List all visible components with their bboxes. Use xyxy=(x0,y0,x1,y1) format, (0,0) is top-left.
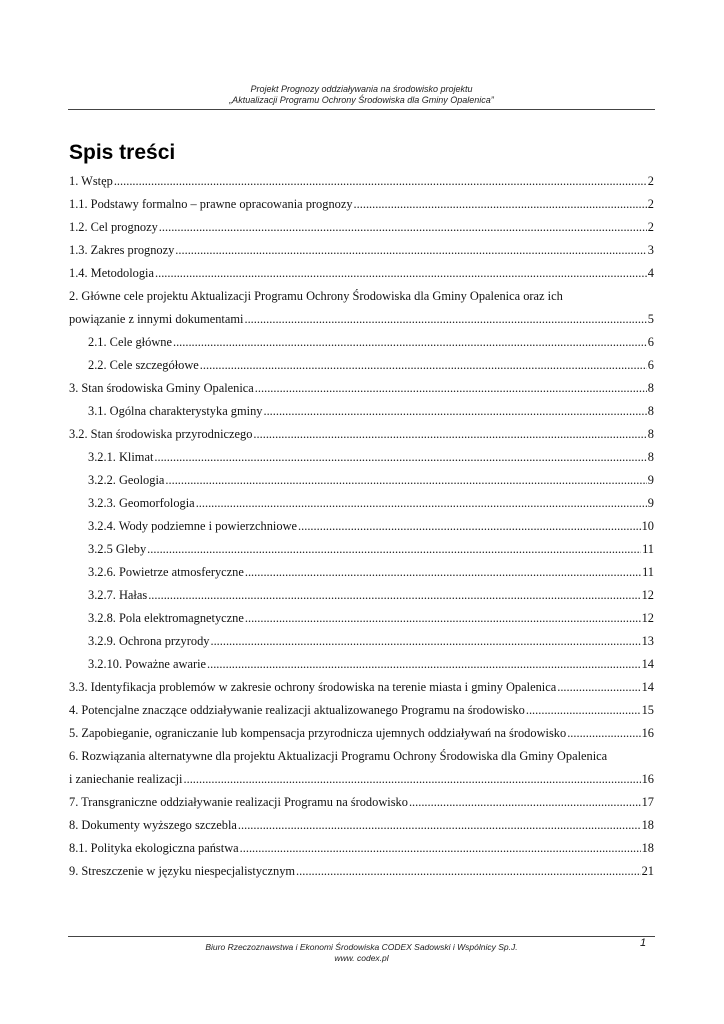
footer-line-1: Biuro Rzeczoznawstwa i Ekonomi Środowiska CODEX Sadowski i Wspólnicy Sp.J. xyxy=(205,942,518,952)
footer-website: www. codex.pl xyxy=(334,953,389,963)
toc-entry[interactable] xyxy=(69,605,654,628)
toc-entry-page: 16 xyxy=(641,772,654,786)
toc-entry-label: 2.2. Cele szczegółowe xyxy=(88,358,199,372)
toc-entry-label: 2. Główne cele projektu Aktualizacji Programu Ochrony Środowiska dla Gminy Opalenica oraz ich xyxy=(69,289,563,303)
toc-entry[interactable] xyxy=(69,766,654,789)
toc-entry-label: 8. Dokumenty wyższego szczebla xyxy=(69,818,237,832)
toc-entry-page: 9 xyxy=(647,473,654,487)
toc-entry-label: 5. Zapobieganie, ograniczanie lub kompensacja przyrodnicza ujemnych oddziaływań na środowisko xyxy=(69,726,567,740)
toc-entry[interactable] xyxy=(69,789,654,812)
toc-entry[interactable] xyxy=(69,375,654,398)
toc-entry-label: 3. Stan środowiska Gminy Opalenica xyxy=(69,381,254,395)
toc-entry-label: 3.2.3. Geomorfologia xyxy=(88,496,195,510)
toc-entry-page: 16 xyxy=(641,726,654,740)
toc-entry[interactable] xyxy=(69,352,654,375)
toc-entry[interactable] xyxy=(69,559,654,582)
toc-leader xyxy=(165,473,646,488)
toc-entry-label: 2.1. Cele główne xyxy=(88,335,172,349)
page-footer xyxy=(68,942,655,964)
toc-leader xyxy=(557,680,640,695)
toc-leader xyxy=(253,427,646,442)
toc-entry-page: 11 xyxy=(642,565,654,579)
toc-entry[interactable] xyxy=(69,697,654,720)
toc-leader xyxy=(298,519,641,534)
toc-entry[interactable] xyxy=(69,720,654,743)
toc-leader xyxy=(244,312,646,327)
toc-entry-label: 3.2.6. Powietrze atmosferyczne xyxy=(88,565,244,579)
toc-leader xyxy=(255,381,647,396)
toc-entry[interactable] xyxy=(69,421,654,444)
toc-entry-page: 6 xyxy=(647,335,654,349)
toc-leader xyxy=(207,657,641,672)
toc-entry-page: 2 xyxy=(647,174,654,188)
toc-entry[interactable] xyxy=(69,467,654,490)
toc-entry-label: 3.3. Identyfikacja problemów w zakresie ochrony środowiska na terenie miasta i gminy Opalenica xyxy=(69,680,557,694)
toc-entry[interactable] xyxy=(69,628,654,651)
toc-entry-page: 4 xyxy=(647,266,654,280)
toc-entry-label: 1.2. Cel prognozy xyxy=(69,220,158,234)
toc-entry[interactable] xyxy=(69,835,654,858)
toc-entry-page: 12 xyxy=(641,588,654,602)
toc-entry-page: 6 xyxy=(647,358,654,372)
toc-entry-label: 6. Rozwiązania alternatywne dla projektu Aktualizacji Programu Ochrony Środowiska dla Gminy Opalenica xyxy=(69,749,608,763)
toc-leader xyxy=(245,565,641,580)
toc-entry-label: 3.2. Stan środowiska przyrodniczego xyxy=(69,427,253,441)
toc-entry-label: 3.2.5 Gleby xyxy=(88,542,147,556)
toc-entry-label: 8.1. Polityka ekologiczna państwa xyxy=(69,841,239,855)
toc-entry[interactable] xyxy=(69,260,654,283)
toc-entry[interactable] xyxy=(69,490,654,513)
toc-leader xyxy=(173,335,647,350)
toc-entry-label: 1.4. Metodologia xyxy=(69,266,155,280)
toc-entry-page: 2 xyxy=(647,197,654,211)
toc-entry-page: 2 xyxy=(647,220,654,234)
toc-entry-label: 3.2.9. Ochrona przyrody xyxy=(88,634,210,648)
toc-entry-page: 21 xyxy=(641,864,654,878)
toc-leader xyxy=(155,266,647,281)
toc-entry[interactable] xyxy=(69,743,654,766)
toc-entry-label: 1.1. Podstawy formalno – prawne opracowania prognozy xyxy=(69,197,353,211)
toc-entry-page: 9 xyxy=(647,496,654,510)
toc-entry[interactable] xyxy=(69,513,654,536)
toc-leader xyxy=(147,542,641,557)
toc-leader xyxy=(263,404,646,419)
toc-leader xyxy=(245,611,641,626)
toc-entry[interactable] xyxy=(69,214,654,237)
toc-leader xyxy=(114,174,647,189)
toc-entry-page: 10 xyxy=(641,519,654,533)
toc-entry-label: 3.2.7. Hałas xyxy=(88,588,148,602)
toc-entry[interactable] xyxy=(69,536,654,559)
toc-entry-page: 18 xyxy=(641,818,654,832)
toc-leader xyxy=(148,588,640,603)
toc-leader xyxy=(196,496,647,511)
toc-entry[interactable] xyxy=(69,812,654,835)
toc-leader xyxy=(240,841,641,856)
toc-entry-page: 14 xyxy=(641,657,654,671)
toc-entry-page: 13 xyxy=(641,634,654,648)
header-divider xyxy=(68,109,655,110)
toc-leader xyxy=(354,197,647,212)
toc-entry-page: 5 xyxy=(647,312,654,326)
toc-entry-label: i zaniechanie realizacji xyxy=(69,772,183,786)
toc-entry-label: 3.1. Ogólna charakterystyka gminy xyxy=(88,404,263,418)
toc-entry-page: 3 xyxy=(647,243,654,257)
toc-entry[interactable] xyxy=(69,444,654,467)
toc-entry-label: 3.2.1. Klimat xyxy=(88,450,154,464)
toc-entry[interactable] xyxy=(69,398,654,421)
toc-leader xyxy=(567,726,640,741)
toc-leader xyxy=(159,220,647,235)
toc-entry-label: 3.2.2. Geologia xyxy=(88,473,165,487)
toc-leader xyxy=(409,795,641,810)
toc-entry[interactable] xyxy=(69,329,654,352)
toc-entry-page: 15 xyxy=(641,703,654,717)
toc-entry-label: 4. Potencjalne znaczące oddziaływanie realizacji aktualizowanego Programu na środowisko xyxy=(69,703,525,717)
toc-entry[interactable] xyxy=(69,168,654,191)
footer-divider xyxy=(68,936,655,937)
header-line-1: Projekt Prognozy oddziaływania na środowisko projektu xyxy=(250,84,473,94)
toc-entry-page: 14 xyxy=(641,680,654,694)
toc-entry-label: 3.2.8. Pola elektromagnetyczne xyxy=(88,611,244,625)
toc-entry[interactable] xyxy=(69,237,654,260)
toc-entry[interactable] xyxy=(69,858,654,881)
toc-entry[interactable] xyxy=(69,674,654,697)
toc-entry-page: 12 xyxy=(641,611,654,625)
toc-entry[interactable] xyxy=(69,306,654,329)
toc-leader xyxy=(238,818,641,833)
toc-entry-label: 7. Transgraniczne oddziaływanie realizacji Programu na środowisko xyxy=(69,795,408,809)
toc-entry-label: 3.2.4. Wody podziemne i powierzchniowe xyxy=(88,519,298,533)
toc-entry-page: 8 xyxy=(647,381,654,395)
toc-entry[interactable] xyxy=(69,582,654,605)
toc-entry-page: 8 xyxy=(647,427,654,441)
toc-entry-label: 9. Streszczenie w języku niespecjalistycznym xyxy=(69,864,296,878)
toc-entry-label: 3.2.10. Poważne awarie xyxy=(88,657,207,671)
page-number: 1 xyxy=(640,937,647,949)
toc-leader xyxy=(184,772,641,787)
toc-entry[interactable] xyxy=(69,283,654,306)
toc-entry-label: 1. Wstęp xyxy=(69,174,113,188)
toc-entry[interactable] xyxy=(69,191,654,214)
toc-leader xyxy=(526,703,641,718)
page-header xyxy=(68,84,655,106)
toc-entry-label: powiązanie z innymi dokumentami xyxy=(69,312,244,326)
toc-leader xyxy=(175,243,647,258)
toc-leader xyxy=(200,358,647,373)
toc-entry-page: 8 xyxy=(647,450,654,464)
toc-entry-label: 1.3. Zakres prognozy xyxy=(69,243,175,257)
toc-entry-page: 11 xyxy=(642,542,654,556)
page-title: Spis treści xyxy=(69,141,176,164)
toc-leader xyxy=(154,450,646,465)
toc-entry-page: 8 xyxy=(647,404,654,418)
toc-entry-page: 18 xyxy=(641,841,654,855)
header-line-2: „Aktualizacji Programu Ochrony Środowiska dla Gminy Opalenica” xyxy=(229,95,494,105)
toc-leader xyxy=(296,864,641,879)
table-of-contents xyxy=(69,168,654,881)
toc-entry[interactable] xyxy=(69,651,654,674)
toc-entry-page: 17 xyxy=(641,795,654,809)
toc-leader xyxy=(210,634,640,649)
